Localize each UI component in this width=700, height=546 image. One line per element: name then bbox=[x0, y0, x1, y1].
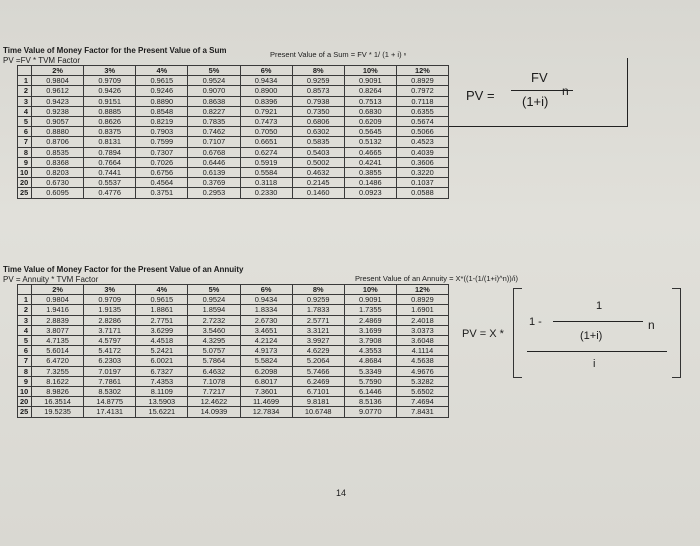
table-row bbox=[18, 168, 449, 178]
table-row bbox=[18, 86, 449, 96]
factor-cell: 0.6730 bbox=[32, 178, 84, 188]
factor-cell: 0.9070 bbox=[188, 86, 240, 96]
factor-cell: 6.2098 bbox=[240, 366, 292, 376]
table-row bbox=[18, 366, 449, 376]
factor-cell: 12.4622 bbox=[188, 397, 240, 407]
factor-cell: 0.9238 bbox=[32, 106, 84, 116]
factor-cell: 7.3255 bbox=[32, 366, 84, 376]
period-cell: 2 bbox=[18, 86, 32, 96]
column-header: 6% bbox=[240, 285, 292, 295]
period-cell: 8 bbox=[18, 366, 32, 376]
factor-cell: 4.6229 bbox=[292, 346, 344, 356]
factor-cell: 5.4172 bbox=[84, 346, 136, 356]
factor-cell: 0.8396 bbox=[240, 96, 292, 106]
factor-cell: 0.6139 bbox=[188, 168, 240, 178]
factor-cell: 6.8017 bbox=[240, 376, 292, 386]
table-row bbox=[18, 157, 449, 167]
factor-cell: 0.9259 bbox=[292, 76, 344, 86]
factor-cell: 1.8861 bbox=[136, 305, 188, 315]
factor-cell: 1.7355 bbox=[344, 305, 396, 315]
table-row bbox=[18, 387, 449, 397]
table-row bbox=[18, 188, 449, 198]
factor-cell: 6.1446 bbox=[344, 387, 396, 397]
factor-cell: 3.4651 bbox=[240, 325, 292, 335]
factor-cell: 3.6048 bbox=[396, 336, 448, 346]
factor-cell: 0.8929 bbox=[396, 76, 448, 86]
factor-cell: 0.2953 bbox=[188, 188, 240, 198]
table-row bbox=[18, 397, 449, 407]
factor-cell: 0.6446 bbox=[188, 157, 240, 167]
factor-cell: 0.8368 bbox=[32, 157, 84, 167]
factor-cell: 19.5235 bbox=[32, 407, 84, 417]
pv-eq-lhs: PV = bbox=[466, 88, 495, 103]
factor-cell: 0.5674 bbox=[396, 117, 448, 127]
factor-cell: 0.7473 bbox=[240, 117, 292, 127]
factor-cell: 8.5136 bbox=[344, 397, 396, 407]
pva-eq-one: 1 bbox=[596, 300, 603, 312]
factor-cell: 5.3282 bbox=[396, 376, 448, 386]
column-header: 4% bbox=[136, 66, 188, 76]
column-header: 8% bbox=[292, 66, 344, 76]
factor-cell: 3.3121 bbox=[292, 325, 344, 335]
period-cell: 3 bbox=[18, 96, 32, 106]
factor-cell: 5.0757 bbox=[188, 346, 240, 356]
table-row bbox=[18, 376, 449, 386]
factor-cell: 2.8286 bbox=[84, 315, 136, 325]
factor-cell: 0.9804 bbox=[32, 76, 84, 86]
pv-title: Time Value of Money Factor for the Present Value of a Sum bbox=[3, 46, 227, 55]
factor-cell: 6.0021 bbox=[136, 356, 188, 366]
factor-cell: 0.4665 bbox=[344, 147, 396, 157]
factor-cell: 0.3769 bbox=[188, 178, 240, 188]
factor-cell: 2.4869 bbox=[344, 315, 396, 325]
factor-cell: 8.5302 bbox=[84, 387, 136, 397]
factor-cell: 0.7307 bbox=[136, 147, 188, 157]
factor-cell: 0.7118 bbox=[396, 96, 448, 106]
factor-cell: 3.6299 bbox=[136, 325, 188, 335]
factor-cell: 0.7599 bbox=[136, 137, 188, 147]
column-header: 2% bbox=[32, 285, 84, 295]
pva-factor-table bbox=[17, 284, 449, 418]
factor-cell: 0.9804 bbox=[32, 295, 84, 305]
factor-cell: 5.7864 bbox=[188, 356, 240, 366]
factor-cell: 0.8929 bbox=[396, 295, 448, 305]
factor-cell: 0.9259 bbox=[292, 295, 344, 305]
factor-cell: 6.7101 bbox=[292, 387, 344, 397]
period-cell: 1 bbox=[18, 76, 32, 86]
column-header: 2% bbox=[32, 66, 84, 76]
table-row bbox=[18, 336, 449, 346]
factor-cell: 2.7751 bbox=[136, 315, 188, 325]
factor-cell: 0.5835 bbox=[292, 137, 344, 147]
factor-cell: 1.7833 bbox=[292, 305, 344, 315]
factor-cell: 2.7232 bbox=[188, 315, 240, 325]
period-cell: 7 bbox=[18, 137, 32, 147]
factor-cell: 0.8203 bbox=[32, 168, 84, 178]
factor-cell: 0.9709 bbox=[84, 76, 136, 86]
column-header: 12% bbox=[396, 66, 448, 76]
factor-cell: 0.7921 bbox=[240, 106, 292, 116]
factor-cell: 7.4353 bbox=[136, 376, 188, 386]
factor-cell: 0.7835 bbox=[188, 117, 240, 127]
factor-cell: 1.8594 bbox=[188, 305, 240, 315]
factor-cell: 1.9135 bbox=[84, 305, 136, 315]
factor-cell: 0.3606 bbox=[396, 157, 448, 167]
factor-cell: 0.1486 bbox=[344, 178, 396, 188]
factor-cell: 0.1037 bbox=[396, 178, 448, 188]
factor-cell: 0.4523 bbox=[396, 137, 448, 147]
factor-cell: 0.8880 bbox=[32, 127, 84, 137]
factor-cell: 3.9927 bbox=[292, 336, 344, 346]
factor-cell: 0.4564 bbox=[136, 178, 188, 188]
factor-cell: 0.4241 bbox=[344, 157, 396, 167]
factor-cell: 1.9416 bbox=[32, 305, 84, 315]
factor-cell: 14.0939 bbox=[188, 407, 240, 417]
factor-cell: 0.8548 bbox=[136, 106, 188, 116]
factor-cell: 7.4694 bbox=[396, 397, 448, 407]
period-cell: 3 bbox=[18, 315, 32, 325]
factor-cell: 0.5066 bbox=[396, 127, 448, 137]
factor-cell: 5.5824 bbox=[240, 356, 292, 366]
factor-cell: 6.4720 bbox=[32, 356, 84, 366]
factor-cell: 7.1078 bbox=[188, 376, 240, 386]
factor-cell: 0.3855 bbox=[344, 168, 396, 178]
factor-cell: 7.7217 bbox=[188, 387, 240, 397]
factor-cell: 4.5797 bbox=[84, 336, 136, 346]
factor-cell: 0.8885 bbox=[84, 106, 136, 116]
factor-cell: 4.7135 bbox=[32, 336, 84, 346]
factor-cell: 0.9057 bbox=[32, 117, 84, 127]
column-header: 5% bbox=[188, 285, 240, 295]
pva-outer-fraction-line bbox=[527, 351, 667, 352]
factor-cell: 0.1460 bbox=[292, 188, 344, 198]
table-header-row bbox=[18, 66, 449, 76]
pva-eq-lhs: PV = X * bbox=[462, 328, 504, 340]
factor-cell: 0.7664 bbox=[84, 157, 136, 167]
factor-cell: 0.9524 bbox=[188, 295, 240, 305]
period-cell: 4 bbox=[18, 325, 32, 335]
period-cell: 6 bbox=[18, 346, 32, 356]
factor-cell: 0.8890 bbox=[136, 96, 188, 106]
factor-cell: 17.4131 bbox=[84, 407, 136, 417]
factor-cell: 9.8181 bbox=[292, 397, 344, 407]
factor-cell: 0.6095 bbox=[32, 188, 84, 198]
pva-eq-denominator: (1+i) bbox=[580, 330, 603, 342]
factor-cell: 5.7590 bbox=[344, 376, 396, 386]
factor-cell: 15.6221 bbox=[136, 407, 188, 417]
factor-cell: 14.8775 bbox=[84, 397, 136, 407]
factor-cell: 2.6730 bbox=[240, 315, 292, 325]
factor-cell: 0.5645 bbox=[344, 127, 396, 137]
period-cell: 5 bbox=[18, 336, 32, 346]
factor-cell: 0.8638 bbox=[188, 96, 240, 106]
column-header: 5% bbox=[188, 66, 240, 76]
table-row bbox=[18, 315, 449, 325]
factor-cell: 7.7861 bbox=[84, 376, 136, 386]
table-row bbox=[18, 346, 449, 356]
pv-eq-numerator: FV bbox=[531, 70, 548, 85]
factor-cell: 5.6014 bbox=[32, 346, 84, 356]
page-number: 14 bbox=[336, 488, 347, 498]
period-cell: 20 bbox=[18, 397, 32, 407]
pva-eq-divisor: i bbox=[593, 358, 596, 370]
factor-cell: 0.8535 bbox=[32, 147, 84, 157]
column-header: 4% bbox=[136, 285, 188, 295]
factor-cell: 0.7462 bbox=[188, 127, 240, 137]
factor-cell: 0.2330 bbox=[240, 188, 292, 198]
factor-cell: 0.7972 bbox=[396, 86, 448, 96]
factor-cell: 0.9091 bbox=[344, 295, 396, 305]
factor-cell: 0.7350 bbox=[292, 106, 344, 116]
factor-cell: 0.9426 bbox=[84, 86, 136, 96]
factor-cell: 0.9434 bbox=[240, 295, 292, 305]
pva-formula-label: Present Value of an Annuity = X*((1-(1/(1+i)^n))/i) bbox=[355, 274, 519, 283]
factor-cell: 0.3118 bbox=[240, 178, 292, 188]
table-row bbox=[18, 106, 449, 116]
factor-cell: 0.9434 bbox=[240, 76, 292, 86]
factor-cell: 2.4018 bbox=[396, 315, 448, 325]
table-row bbox=[18, 147, 449, 157]
factor-cell: 0.6806 bbox=[292, 117, 344, 127]
factor-cell: 6.2469 bbox=[292, 376, 344, 386]
factor-cell: 0.9615 bbox=[136, 295, 188, 305]
period-cell: 8 bbox=[18, 147, 32, 157]
pva-right-bracket bbox=[672, 288, 681, 378]
factor-cell: 0.9091 bbox=[344, 76, 396, 86]
factor-cell: 10.6748 bbox=[292, 407, 344, 417]
period-cell: 9 bbox=[18, 376, 32, 386]
factor-cell: 8.1622 bbox=[32, 376, 84, 386]
factor-cell: 4.8684 bbox=[344, 356, 396, 366]
factor-cell: 3.0373 bbox=[396, 325, 448, 335]
table-row bbox=[18, 305, 449, 315]
factor-cell: 0.5919 bbox=[240, 157, 292, 167]
factor-cell: 0.7513 bbox=[344, 96, 396, 106]
table-row bbox=[18, 137, 449, 147]
factor-cell: 0.8131 bbox=[84, 137, 136, 147]
factor-cell: 0.8227 bbox=[188, 106, 240, 116]
factor-cell: 0.5403 bbox=[292, 147, 344, 157]
factor-cell: 1.6901 bbox=[396, 305, 448, 315]
factor-cell: 3.7171 bbox=[84, 325, 136, 335]
column-header bbox=[18, 66, 32, 76]
factor-cell: 5.3349 bbox=[344, 366, 396, 376]
factor-cell: 0.9246 bbox=[136, 86, 188, 96]
column-header: 6% bbox=[240, 66, 292, 76]
factor-cell: 0.9524 bbox=[188, 76, 240, 86]
factor-cell: 0.8264 bbox=[344, 86, 396, 96]
factor-cell: 5.6502 bbox=[396, 387, 448, 397]
factor-cell: 3.8077 bbox=[32, 325, 84, 335]
pv-eq-denominator: (1+i) bbox=[522, 94, 549, 109]
factor-cell: 0.4776 bbox=[84, 188, 136, 198]
factor-cell: 9.0770 bbox=[344, 407, 396, 417]
factor-cell: 12.7834 bbox=[240, 407, 292, 417]
factor-cell: 7.8431 bbox=[396, 407, 448, 417]
pva-left-bracket bbox=[513, 288, 522, 378]
table-row bbox=[18, 325, 449, 335]
factor-cell: 1.8334 bbox=[240, 305, 292, 315]
table-row bbox=[18, 178, 449, 188]
period-cell: 5 bbox=[18, 117, 32, 127]
period-cell: 1 bbox=[18, 295, 32, 305]
factor-cell: 0.0923 bbox=[344, 188, 396, 198]
column-header: 3% bbox=[84, 66, 136, 76]
factor-cell: 0.0588 bbox=[396, 188, 448, 198]
pva-eq-minus: 1 - bbox=[529, 316, 542, 328]
factor-cell: 0.6355 bbox=[396, 106, 448, 116]
factor-cell: 4.9676 bbox=[396, 366, 448, 376]
factor-cell: 0.8375 bbox=[84, 127, 136, 137]
factor-cell: 11.4699 bbox=[240, 397, 292, 407]
column-header bbox=[18, 285, 32, 295]
factor-cell: 5.2421 bbox=[136, 346, 188, 356]
pv-formula-label: Present Value of a Sum = FV * 1/ (1 + i) ⁿ bbox=[270, 50, 407, 59]
factor-cell: 5.2064 bbox=[292, 356, 344, 366]
period-cell: 6 bbox=[18, 127, 32, 137]
table-row bbox=[18, 407, 449, 417]
factor-cell: 16.3514 bbox=[32, 397, 84, 407]
pva-inner-fraction-line bbox=[553, 321, 643, 322]
factor-cell: 7.0197 bbox=[84, 366, 136, 376]
factor-cell: 3.5460 bbox=[188, 325, 240, 335]
factor-cell: 0.8706 bbox=[32, 137, 84, 147]
factor-cell: 0.8900 bbox=[240, 86, 292, 96]
factor-cell: 0.4039 bbox=[396, 147, 448, 157]
factor-cell: 0.7107 bbox=[188, 137, 240, 147]
factor-cell: 6.7327 bbox=[136, 366, 188, 376]
factor-cell: 0.6274 bbox=[240, 147, 292, 157]
factor-cell: 2.8839 bbox=[32, 315, 84, 325]
column-header: 10% bbox=[344, 66, 396, 76]
factor-cell: 0.9709 bbox=[84, 295, 136, 305]
factor-cell: 0.5537 bbox=[84, 178, 136, 188]
table-header-row bbox=[18, 285, 449, 295]
factor-cell: 8.9826 bbox=[32, 387, 84, 397]
period-cell: 10 bbox=[18, 387, 32, 397]
factor-cell: 0.9615 bbox=[136, 76, 188, 86]
table-row bbox=[18, 76, 449, 86]
factor-cell: 0.8626 bbox=[84, 117, 136, 127]
period-cell: 20 bbox=[18, 178, 32, 188]
factor-cell: 2.5771 bbox=[292, 315, 344, 325]
factor-cell: 0.2145 bbox=[292, 178, 344, 188]
factor-cell: 0.6209 bbox=[344, 117, 396, 127]
period-cell: 4 bbox=[18, 106, 32, 116]
table-row bbox=[18, 295, 449, 305]
factor-cell: 0.7938 bbox=[292, 96, 344, 106]
factor-cell: 0.9612 bbox=[32, 86, 84, 96]
factor-cell: 0.6651 bbox=[240, 137, 292, 147]
factor-cell: 0.6756 bbox=[136, 168, 188, 178]
factor-cell: 8.1109 bbox=[136, 387, 188, 397]
factor-cell: 4.3553 bbox=[344, 346, 396, 356]
table-row bbox=[18, 127, 449, 137]
factor-cell: 0.5584 bbox=[240, 168, 292, 178]
period-cell: 25 bbox=[18, 188, 32, 198]
factor-cell: 0.7050 bbox=[240, 127, 292, 137]
factor-cell: 7.3601 bbox=[240, 387, 292, 397]
factor-cell: 0.7026 bbox=[136, 157, 188, 167]
factor-cell: 0.7441 bbox=[84, 168, 136, 178]
period-cell: 9 bbox=[18, 157, 32, 167]
factor-cell: 0.5002 bbox=[292, 157, 344, 167]
factor-cell: 0.9423 bbox=[32, 96, 84, 106]
period-cell: 10 bbox=[18, 168, 32, 178]
table-row bbox=[18, 117, 449, 127]
period-cell: 7 bbox=[18, 356, 32, 366]
pva-eq-exponent: n bbox=[648, 318, 655, 332]
pv-subtitle: PV =FV * TVM Factor bbox=[3, 56, 80, 65]
factor-cell: 13.5903 bbox=[136, 397, 188, 407]
column-header: 10% bbox=[344, 285, 396, 295]
factor-cell: 0.3751 bbox=[136, 188, 188, 198]
factor-cell: 0.7894 bbox=[84, 147, 136, 157]
pva-subtitle: PV = Annuity * TVM Factor bbox=[3, 275, 99, 284]
factor-cell: 3.1699 bbox=[344, 325, 396, 335]
pva-title: Time Value of Money Factor for the Present Value of an Annuity bbox=[3, 265, 244, 274]
factor-cell: 4.3295 bbox=[188, 336, 240, 346]
factor-cell: 0.7903 bbox=[136, 127, 188, 137]
factor-cell: 0.5132 bbox=[344, 137, 396, 147]
table-row bbox=[18, 96, 449, 106]
period-cell: 25 bbox=[18, 407, 32, 417]
pv-factor-table bbox=[17, 65, 449, 199]
factor-cell: 0.4632 bbox=[292, 168, 344, 178]
column-header: 12% bbox=[396, 285, 448, 295]
period-cell: 2 bbox=[18, 305, 32, 315]
factor-cell: 0.6830 bbox=[344, 106, 396, 116]
factor-cell: 0.9151 bbox=[84, 96, 136, 106]
factor-cell: 4.5638 bbox=[396, 356, 448, 366]
factor-cell: 0.6302 bbox=[292, 127, 344, 137]
column-header: 3% bbox=[84, 285, 136, 295]
column-header: 8% bbox=[292, 285, 344, 295]
factor-cell: 4.2124 bbox=[240, 336, 292, 346]
factor-cell: 4.4518 bbox=[136, 336, 188, 346]
table-row bbox=[18, 356, 449, 366]
factor-cell: 5.7466 bbox=[292, 366, 344, 376]
factor-cell: 6.2303 bbox=[84, 356, 136, 366]
factor-cell: 6.4632 bbox=[188, 366, 240, 376]
factor-cell: 4.1114 bbox=[396, 346, 448, 356]
factor-cell: 0.6768 bbox=[188, 147, 240, 157]
factor-cell: 0.8573 bbox=[292, 86, 344, 96]
pv-eq-exponent: n bbox=[562, 84, 569, 98]
factor-cell: 0.8219 bbox=[136, 117, 188, 127]
factor-cell: 3.7908 bbox=[344, 336, 396, 346]
factor-cell: 0.3220 bbox=[396, 168, 448, 178]
factor-cell: 4.9173 bbox=[240, 346, 292, 356]
